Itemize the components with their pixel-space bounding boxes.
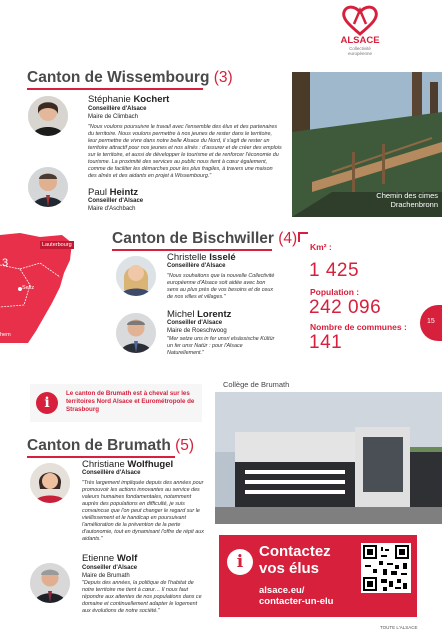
stat-communes-label: Nombre de communes : xyxy=(310,322,407,332)
person-name: Paul Heintz xyxy=(88,187,139,198)
person-role: Conseillère d'Alsace xyxy=(167,263,226,269)
person-name: Michel Lorentz xyxy=(167,309,232,320)
quote-lorentz: "Mer setze uns in fer unsri elsässische Kültür un fer unsr Natür : pour l'Alsace Naturellement." xyxy=(167,336,275,356)
info-box xyxy=(30,384,202,422)
logo-sub2: européenne xyxy=(347,51,373,56)
title-underline xyxy=(27,456,175,458)
stat-pop-label: Population : xyxy=(310,287,360,297)
canton-map xyxy=(0,225,82,345)
logo-name: ALSACE xyxy=(340,35,380,46)
qr-code-icon[interactable] xyxy=(361,543,411,593)
avatar-etienne-wolf xyxy=(30,563,70,603)
contact-title: Contactez vos élus xyxy=(259,543,331,577)
person-role: Conseiller d'Alsace Maire d'Aschbach xyxy=(88,198,144,212)
avatar-christiane-wolfhugel xyxy=(30,463,70,503)
contact-url[interactable]: alsace.eu/ contacter-un-elu xyxy=(259,585,334,607)
info-icon: i xyxy=(227,549,253,575)
avatar-christelle-issele xyxy=(116,256,156,296)
map-label-haguenau: hem xyxy=(0,332,11,338)
page-number: 15 xyxy=(420,305,442,341)
logo-sub1: Collectivité xyxy=(349,46,371,51)
quote-issele: "Nous souhaitons que la nouvelle Collectivité européenne d'Alsace soit aidée avec bon sens au plus près de vos besoins et de ceux de nos villes et villages." xyxy=(167,273,275,300)
stat-communes-value: 141 xyxy=(309,332,343,353)
photo-college-brumath xyxy=(215,392,442,524)
quote-wolfhugel: "Très largement impliquée depuis des années pour promouvoir les actions innovantes au service des valeurs humaines fondamentales, notamment auprès des populations en difficulté, je suis convaincue que l'on peut changer le regard sur le vieillissement et le handicap en poursuivant l'amélioration de la prévention de la perte d'autonomie, tout en dynamisant l'offre de répit aux aidants." xyxy=(82,480,204,542)
quote-wolf: "Depuis des années, la politique de l'habitat de notre territoire me tient à cœur… Il nous faut répondre aux attentes de nos populations dans ce domaine et continuellement adapter le logement aux évolutions de notre société." xyxy=(82,580,202,614)
canton-bischwiller-title: Canton de Bischwiller (4) xyxy=(112,230,298,247)
person-name: Christelle Isselé xyxy=(167,252,236,263)
stat-km-label: Km² : xyxy=(310,242,332,252)
avatar-stephanie-kochert xyxy=(28,96,68,136)
canton-wissembourg-title: Canton de Wissembourg (3) xyxy=(27,69,233,86)
title-underline xyxy=(27,88,203,90)
college-caption: Collège de Brumath xyxy=(223,380,290,389)
avatar-michel-lorentz xyxy=(116,313,156,353)
canton-brumath-title: Canton de Brumath (5) xyxy=(27,437,195,454)
person-role: Conseillère d'Alsace Maire de Climbach xyxy=(88,106,147,120)
stats-bracket xyxy=(298,232,308,242)
person-role: Conseiller d'Alsace Maire de Roeschwoog xyxy=(167,320,227,334)
map-label-seltz: Seltz xyxy=(22,285,35,291)
title-underline xyxy=(112,249,272,251)
photo-caption: Chemin des cimes Drachenbronn xyxy=(376,191,438,209)
person-role: Conseiller d'Alsace Maire de Brumath xyxy=(82,565,138,579)
info-icon: i xyxy=(36,392,58,414)
person-name: Christiane Wolfhugel xyxy=(82,459,174,470)
person-name: Etienne Wolf xyxy=(82,553,138,564)
stat-pop-value: 242 096 xyxy=(309,297,382,318)
footer-text: TOUTE L'ALSACE xyxy=(380,625,418,630)
avatar-paul-heintz xyxy=(28,167,68,207)
alsace-heart-icon xyxy=(340,4,380,36)
person-name: Stéphanie Kochert xyxy=(88,94,170,105)
map-label-num: 3 xyxy=(2,257,9,269)
stat-km-value: 1 425 xyxy=(309,260,360,281)
logo xyxy=(328,2,392,60)
photo-chemin-des-cimes xyxy=(292,72,442,217)
info-text: Le canton de Brumath est à cheval sur les territoires Nord Alsace et Eurométropole de Strasbourg xyxy=(66,390,195,413)
map-label-lauterbourg: Lauterbourg xyxy=(42,242,72,248)
quote-wissembourg: "Nous voulons poursuivre le travail avec l'ensemble des élus et des partenaires du territoire. Nous voulons permettre à nos jeunes de rester dans le territoire, leur permettre de vivre dans notre belle Alsace du Nord, il s'agit de rester un territoire attractif pour nos jeunes et nos aînés : d'assurer et de créer des emplois sur le territoire, et aussi de développer le tourisme et de renforcer l'économie du tourisme. La proximité des services au public nous tient à cœur également, comme de faciliter les démarches pour les plus fragiles, à travers une maison des aînés et des aidants en projet à Wissembourg." xyxy=(88,124,282,179)
contact-box[interactable] xyxy=(219,535,417,617)
person-role: Conseillère d'Alsace xyxy=(82,470,141,476)
